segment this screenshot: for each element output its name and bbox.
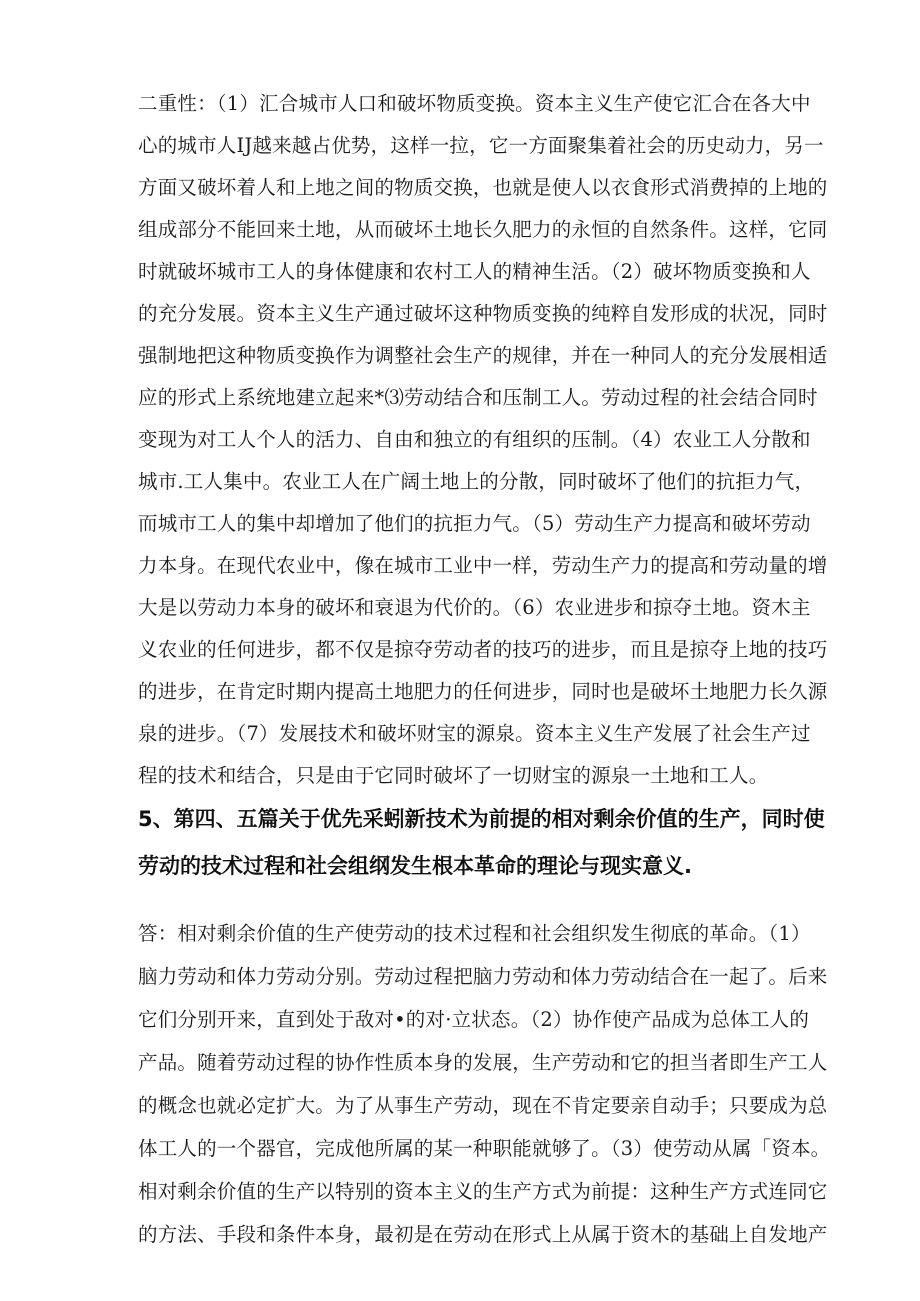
section-heading-line: 5、第四、五篇关于优先采蚓新技术为前提的相对剩余价值的生产，同时使 — [138, 807, 825, 831]
paragraph-1-line: 大是以劳动力本身的破坏和衰退为代价的。（6）农业进步和掠夺土地。资木主 — [138, 596, 811, 619]
paragraph-1-line: 心的城市人IJ越来越占优势，这样一拉，它一方面聚集着社会的历史动力，另一 — [138, 134, 824, 157]
paragraph-2-line: 答：相对剩余价值的生产使劳动的技术过程和社会组织发生彻底的革命。（1） — [138, 922, 811, 945]
paragraph-2-line: 相对剩余价值的生产以特别的资本主义的生产方式为前提：这种生产方式连同它 — [138, 1180, 828, 1203]
paragraph-2-line: 它们分别开来，直到处于敌对•的对·立状态。（2）协作使产品成为总体工人的 — [138, 1008, 810, 1031]
paragraph-2-line: 的概念也就必定扩大。为了从事生产劳动，现在不肯定要亲自动手；只要成为总 — [138, 1094, 828, 1117]
paragraph-2-line: 的方法、手段和条件本身，最初是在劳动在形式上从属于资木的基础上自发地产 — [138, 1223, 828, 1246]
paragraph-1-line: 泉的进步。（7）发展技术和破坏财宝的源泉。资本主义生产发展了社会生产过 — [138, 722, 811, 745]
paragraph-1-line: 城市.工人集中。农业工人在广阔土地上的分散，同时破坏了他们的抗拒力气， — [138, 470, 815, 493]
paragraph-1-line: 而城市工人的集中却增加了他们的抗拒力气。（5）劳动生产力提高和破坏劳动 — [138, 512, 811, 535]
paragraph-1-line: 组成部分不能回来土地，从而破坏土地长久肥力的永恒的自然条件。这样，它同 — [138, 218, 828, 241]
paragraph-1-line: 二重性：（1）汇合城市人口和破坏物质变换。资本主义生产使它汇合在各大中 — [138, 92, 811, 115]
paragraph-1-line: 义农业的任何进步，都不仅是掠夺劳动者的技巧的进步，而且是掠夺上地的技巧 — [138, 638, 828, 661]
paragraph-1-line: 的充分发展。资本主义生产通过破坏这种物质变换的纯粹自发形成的状况，同时 — [138, 302, 828, 325]
paragraph-1-line: 程的技术和结合，只是由于它同时破坏了一切财宝的源泉一土地和工人。 — [138, 764, 769, 787]
paragraph-2-line: 产品。随着劳动过程的协作性质本身的发展，生产劳动和它的担当者即生产工人 — [138, 1051, 828, 1074]
paragraph-2-line: 体工人的一个器官，完成他所属的某一种职能就够了。（3）使劳动从属「资本。 — [138, 1137, 831, 1160]
paragraph-1-line: 时就破坏城市工人的身体健康和农村工人的精神生活。（2）破坏物质变换和人 — [138, 260, 811, 283]
paragraph-1-line: 的进步，在肯定时期内提高土地肥力的任何进步，同时也是破坏土地肥力长久源 — [138, 680, 828, 703]
paragraph-1-line: 方面又破坏着人和上地之间的物质交换，也就是使人以衣食形式消费掉的上地的 — [138, 176, 828, 199]
paragraph-1-line: 强制地把这种物质变换作为调整社会生产的规律，并在一种同人的充分发展相适 — [138, 344, 828, 367]
paragraph-2-line: 脑力劳动和体力劳动分别。劳动过程把脑力劳动和体力劳动结合在一起了。后来 — [138, 965, 828, 988]
paragraph-1-line: 力本身。在现代农业中，像在城市工业中一样，劳动生产力的提高和劳动量的增 — [138, 554, 828, 577]
section-heading-line: 劳动的技术过程和社会组纲发生根本革命的理论与现实意义. — [138, 854, 692, 878]
paragraph-1-line: 应的形式上系统地建立起来*⑶劳动结合和压制工人。劳动过程的社会结合同时 — [138, 386, 818, 409]
paragraph-1-line: 变现为对工人个人的活力、自由和独立的有组织的压制。（4）农业工人分散和 — [138, 428, 811, 451]
